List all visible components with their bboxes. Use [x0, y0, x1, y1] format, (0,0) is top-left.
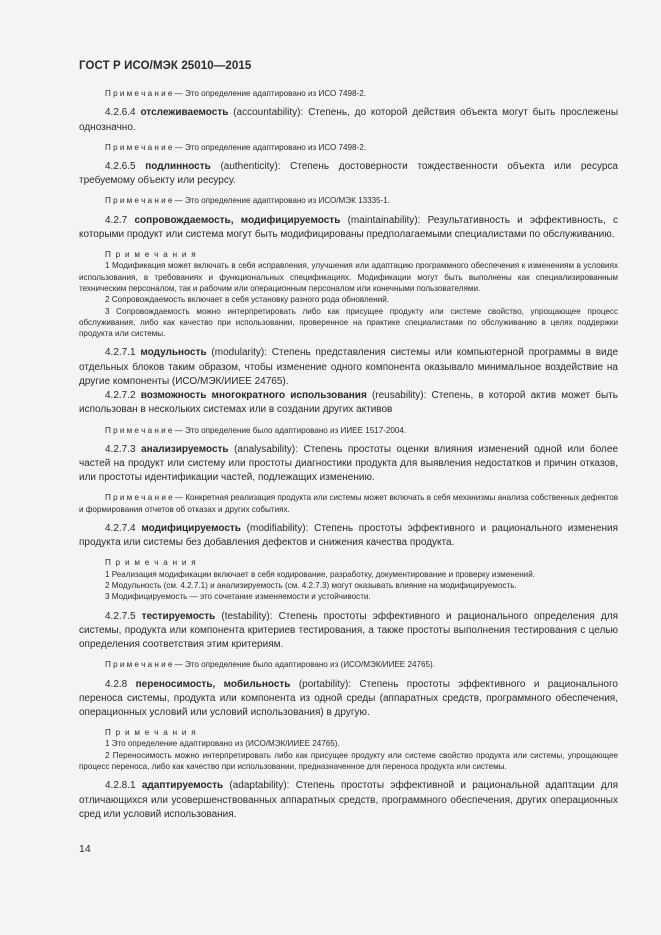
note-text: Конкретная реализация продукта или системы может включать в себя механизмы анализа собственных дефектов и формирования отчетов об отказах и других событиях. [79, 493, 618, 514]
note-label: П р и м е ч а н и е — [105, 142, 185, 152]
note-label: П р и м е ч а н и е — [105, 493, 186, 503]
term-text: (adaptability): Степень простоты эффективной и рациональной адаптации для отличающихся или усовершенствованных аппаратных средств, программного обеспечения, других операционных сред или условий использования. [79, 780, 619, 820]
term-number: 4.2.8.1 [105, 780, 142, 792]
term-text: (modularity): Степень представления системы или компьютерной программы в виде отдельных блоков таким образом, чтобы изменение одного компонента оказывало минимальное воздействие на другие компоненты (ИСО/МЭК/ИИЕЕ 24765). [79, 347, 618, 387]
note-item: 3 Модифицируемость — это сочетание изменяемости и устойчивости. [105, 592, 371, 602]
term-name: переносимость, мобильность [135, 678, 291, 690]
note-label: П р и м е ч а н и е — [105, 425, 185, 435]
term-text: (analysability): Степень простоты оценки влияния изменений одной или более частей на продукт или систему или простоты диагностики продукта для выявления недостатков и причин отказов, или простоты идентификации частей, подлежащих изменению. [79, 443, 619, 484]
term-number: 4.2.7.2 [105, 390, 141, 402]
note-item: 2 Переносимость можно интерпретировать либо как присущее продукту или системе свойство продукта или системы, упрощающее процесс переноса, либо как качество при использовании, предназначенное для переноса продукта или системы. [79, 750, 618, 771]
note [79, 659, 618, 670]
note-text: Это определение адаптировано из ИСО 7498-2. [184, 89, 366, 98]
term-text: (accountability): Степень, до которой действия объекта могут быть прослежены однозначно. [79, 107, 619, 133]
term-definition [79, 106, 618, 134]
term-name: отслеживаемость [140, 107, 229, 119]
term-number: 4.2.7.3 [105, 443, 142, 455]
term-definition [79, 443, 618, 486]
note [79, 492, 618, 515]
term-number: 4.2.7.1 [105, 347, 141, 359]
note [79, 195, 618, 206]
term-definition [79, 160, 618, 188]
term-definition [79, 678, 618, 721]
note-text: Это определение адаптировано из ИСО 7498-2. [184, 142, 366, 152]
term-definition [79, 779, 618, 822]
term-name: модульность [140, 347, 207, 359]
term-name: модифицируемость [141, 523, 241, 534]
notes-heading: П р и м е ч а н и я [105, 728, 197, 738]
note-item: 3 Сопровождаемость можно интерпретировать либо как присущее продукту или системе свойство, упрощающее процесс обслуживания, либо как качество при использовании, проверенное на практике специалистами по обслуживанию в целях поддержки продукта или системы. [79, 306, 618, 339]
term-name: анализируемость [141, 443, 229, 455]
note-label: П р и м е ч а н и е — [105, 660, 185, 670]
term-name: возможность многократного использования [140, 390, 367, 402]
term-definition [79, 346, 618, 389]
note [79, 142, 618, 153]
term-definition [79, 610, 618, 653]
term-text: (testability): Степень простоты эффективного и рационального определения для системы, продукта или компонента критериев тестирования, а также простоты выполнения тестирования с целью определения соответствия этим критериям. [79, 610, 619, 650]
notes-heading: П р и м е ч а н и я [105, 558, 197, 568]
note-item: 1 Модификация может включать в себя исправления, улучшения или адаптацию программного обеспечения к изменениям в условиях использования, в требованиях и функциональных спецификациях. Модификации могут быть выполнены как специализированным техническим персоналом, так и рабочим или операционным персоналом или конечными пользователями. [79, 261, 618, 293]
term-text: (maintainability): Результативность и эффективность, с которыми продукт или система могут быть модифицированы предполагаемыми специалистами по обслуживанию. [79, 214, 618, 240]
note [79, 88, 618, 99]
note-item: 1 Реализация модификации включает в себя кодирование, разработку, документирование и проверку изменений. [105, 569, 535, 579]
term-name: подлинность [145, 161, 211, 172]
note [79, 425, 618, 436]
document-header: ГОСТ Р ИСО/МЭК 25010—2015 [79, 60, 252, 72]
term-definition [79, 522, 618, 550]
note-text: Это определение адаптировано из ИСО/МЭК 13335-1. [184, 196, 391, 206]
note-label: П р и м е ч а н и е — [105, 196, 185, 206]
note-text: Это определение было адаптировано из (ИСО/МЭК/ИИЕЕ 24765). [184, 660, 435, 670]
page-number: 14 [79, 843, 91, 855]
term-number: 4.2.8 [105, 678, 136, 690]
term-number: 4.2.7.4 [105, 523, 142, 534]
term-number: 4.2.7 [105, 214, 135, 226]
note-item: 1 Это определение адаптировано из (ИСО/МЭК/ИИЕЕ 24765). [105, 739, 340, 749]
term-number: 4.2.6.5 [105, 161, 146, 172]
term-text: (authenticity): Степень достоверности тождественности объекта или ресурса требуемому объекту или ресурсу. [79, 161, 618, 187]
term-text: (reusability): Степень, в которой актив может быть использован в нескольких системах или в создании других активов [79, 390, 618, 416]
term-text: (modifiability): Степень простоты эффективного и рационального изменения продукта или системы без добавления дефектов и снижения качества продукта. [79, 523, 619, 549]
note-text: Это определение было адаптировано из ИИЕЕ 1517-2004. [184, 425, 407, 435]
term-text: (portability): Степень простоты эффективного и рационального переноса системы, продукта или компонента из одной среды (аппаратных средств, программного обеспечения, операционных условий или условий использования) в другую. [79, 678, 618, 718]
note-label: П р и м е ч а н и е — [105, 89, 185, 98]
note-item: 2 Модульность (см. 4.2.7.1) и анализируемость (см. 4.2.7.3) могут оказывать влияние на модифицируемость. [105, 581, 517, 590]
term-name: тестируемость [141, 610, 216, 622]
document-body [79, 88, 618, 822]
notes-heading: П р и м е ч а н и я [105, 250, 197, 260]
term-number: 4.2.6.4 [105, 107, 141, 119]
term-name: сопровождаемость, модифицируемость [134, 214, 341, 226]
term-name: адаптируемость [141, 780, 224, 792]
term-number: 4.2.7.5 [105, 610, 142, 622]
term-definition [79, 389, 618, 417]
note-item: 2 Сопровождаемость включает в себя установку разного рода обновлений. [105, 295, 390, 305]
term-definition [79, 214, 618, 242]
